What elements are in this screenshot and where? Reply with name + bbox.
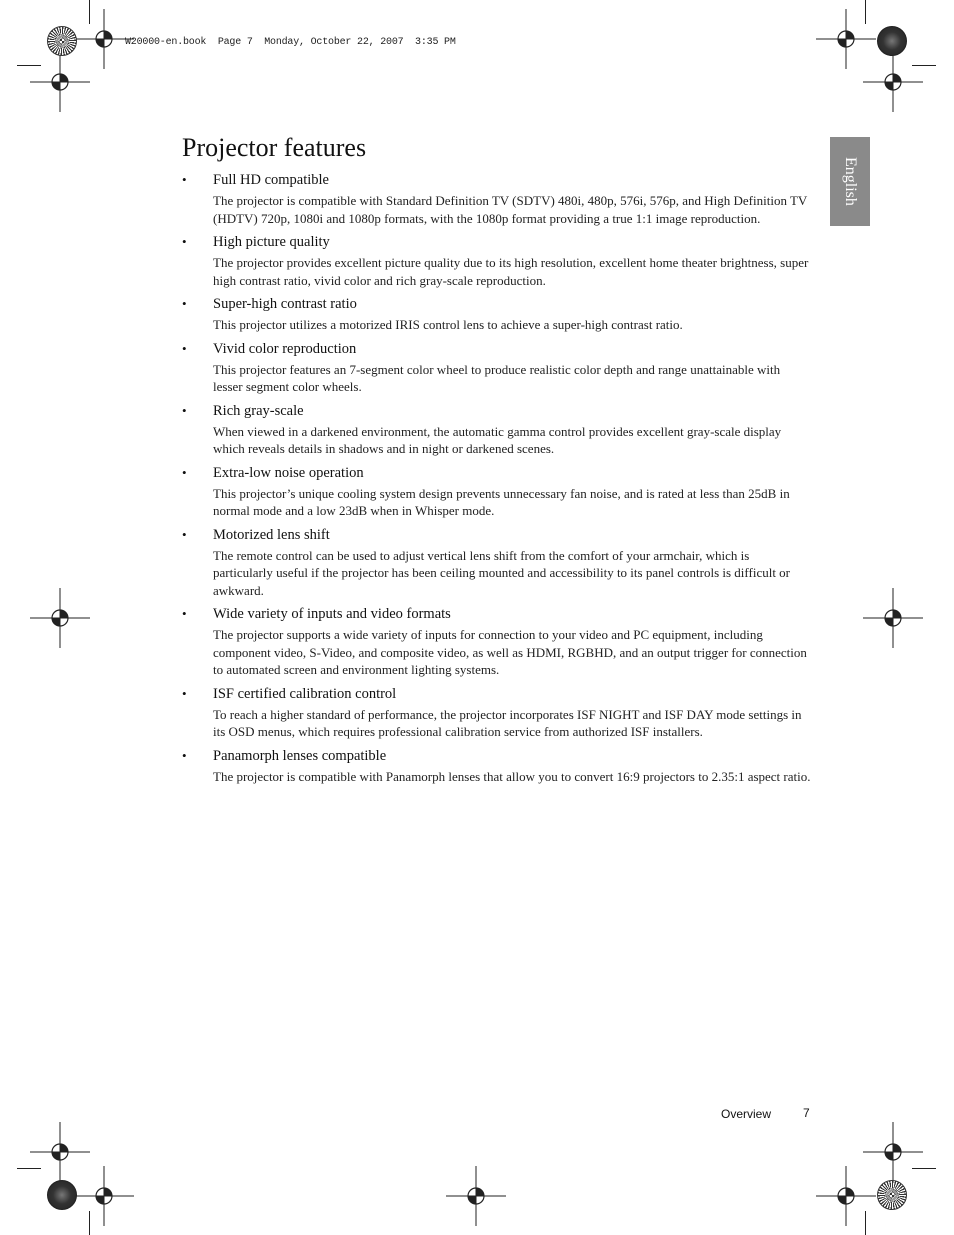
feature-description: This projector utilizes a motorized IRIS control lens to achieve a super-high contrast ratio. bbox=[213, 317, 683, 332]
feature-description: The projector supports a wide variety of inputs for connection to your video and PC equipment, including component video, S-Video, and composite video, as well as HDMI, RGBHD, and an output trigger for connection to automated screen and environment lighting systems. bbox=[213, 627, 807, 677]
feature-item bbox=[182, 747, 812, 786]
feature-item bbox=[182, 464, 812, 520]
feature-description: To reach a higher standard of performance, the projector incorporates ISF NIGHT and ISF DAY mode settings in its OSD menus, which requires professional calibration service from authorized ISF installers. bbox=[213, 706, 802, 739]
bullet-icon: • bbox=[182, 606, 187, 621]
bullet-icon: • bbox=[182, 464, 187, 480]
bullet-icon: • bbox=[182, 234, 187, 249]
feature-title: Full HD compatible bbox=[213, 172, 329, 188]
bullet-icon: • bbox=[182, 340, 187, 356]
color-bar-sunburst-icon bbox=[47, 26, 77, 56]
crop-mark bbox=[17, 65, 41, 66]
bullet-icon: • bbox=[182, 685, 187, 701]
feature-item bbox=[182, 171, 812, 227]
crop-mark bbox=[89, 1211, 90, 1235]
color-bar-sunburst-icon bbox=[877, 1180, 907, 1210]
bullet-icon: • bbox=[182, 747, 187, 763]
crop-mark bbox=[89, 0, 90, 24]
registration-target-icon bbox=[30, 588, 90, 648]
feature-item bbox=[182, 605, 812, 679]
page-title: Projector features bbox=[182, 133, 367, 162]
bullet-icon: • bbox=[182, 402, 187, 418]
crop-mark bbox=[17, 1168, 41, 1169]
registration-target-icon bbox=[74, 1166, 134, 1226]
feature-item bbox=[182, 340, 812, 396]
language-tab bbox=[830, 137, 870, 226]
feature-title: High picture quality bbox=[213, 234, 330, 250]
feature-title: Panamorph lenses compatible bbox=[213, 747, 387, 764]
feature-title: Vivid color reproduction bbox=[213, 340, 357, 357]
feature-title: ISF certified calibration control bbox=[213, 685, 397, 702]
registration-target-icon bbox=[30, 52, 90, 112]
registration-target-icon bbox=[816, 1166, 876, 1226]
feature-item bbox=[182, 295, 812, 334]
footer-section-name: Overview bbox=[721, 1107, 772, 1121]
page-number: 7 bbox=[803, 1106, 810, 1120]
crop-mark bbox=[865, 1211, 866, 1235]
language-tab-label: English bbox=[842, 157, 859, 206]
bullet-icon: • bbox=[182, 172, 187, 187]
feature-description: The projector is compatible with Standard Definition TV (SDTV) 480i, 480p, 576i, 576p, and High Definition TV (HDTV) 720p, 1080i and 1080p formats, with the 1080p format providing a true 1:1 image reproduction. bbox=[213, 193, 808, 226]
color-bar-sunburst-icon bbox=[877, 26, 907, 56]
feature-item bbox=[182, 685, 812, 741]
feature-title: Extra-low noise operation bbox=[213, 464, 364, 481]
feature-item bbox=[182, 526, 812, 600]
bullet-icon: • bbox=[182, 296, 187, 311]
feature-title: Wide variety of inputs and video formats bbox=[213, 606, 451, 622]
feature-description: The remote control can be used to adjust vertical lens shift from the comfort of your armchair, which is particularly useful if the projector has been ceiling mounted and accessibility to its panel controls is difficult or awkward. bbox=[213, 547, 791, 598]
feature-title: Rich gray-scale bbox=[213, 402, 304, 419]
color-bar-sunburst-icon bbox=[47, 1180, 77, 1210]
feature-description: When viewed in a darkened environment, the automatic gamma control provides excellent gray-scale display which reveals details in shadows and in night or darkened scenes. bbox=[213, 423, 782, 456]
feature-description: This projector’s unique cooling system design prevents unnecessary fan noise, and is rated at less than 25dB in normal mode and a low 23dB when in Whisper mode. bbox=[213, 485, 790, 518]
crop-mark bbox=[865, 0, 866, 24]
bullet-icon: • bbox=[182, 526, 187, 542]
feature-item bbox=[182, 233, 812, 289]
feature-item bbox=[182, 402, 812, 458]
registration-target-icon bbox=[863, 52, 923, 112]
feature-title: Super-high contrast ratio bbox=[213, 296, 357, 312]
crop-mark bbox=[912, 65, 936, 66]
feature-list bbox=[182, 171, 812, 791]
registration-target-icon bbox=[863, 588, 923, 648]
feature-title: Motorized lens shift bbox=[213, 526, 330, 543]
book-header-info: W20000-en.book Page 7 Monday, October 22, 2007 3:35 PM bbox=[125, 37, 456, 48]
registration-target-icon bbox=[446, 1166, 506, 1226]
feature-description: This projector features an 7-segment color wheel to produce realistic color depth and range unattainable with lesser segment color wheels. bbox=[213, 361, 781, 394]
feature-description: The projector provides excellent picture quality due to its high resolution, excellent home theater brightness, super high contrast ratio, vivid color and rich gray-scale reproduction. bbox=[213, 255, 809, 288]
feature-description: The projector is compatible with Panamorph lenses that allow you to convert 16:9 projectors to 2.35:1 aspect ratio. bbox=[213, 768, 811, 784]
crop-mark bbox=[912, 1168, 936, 1169]
